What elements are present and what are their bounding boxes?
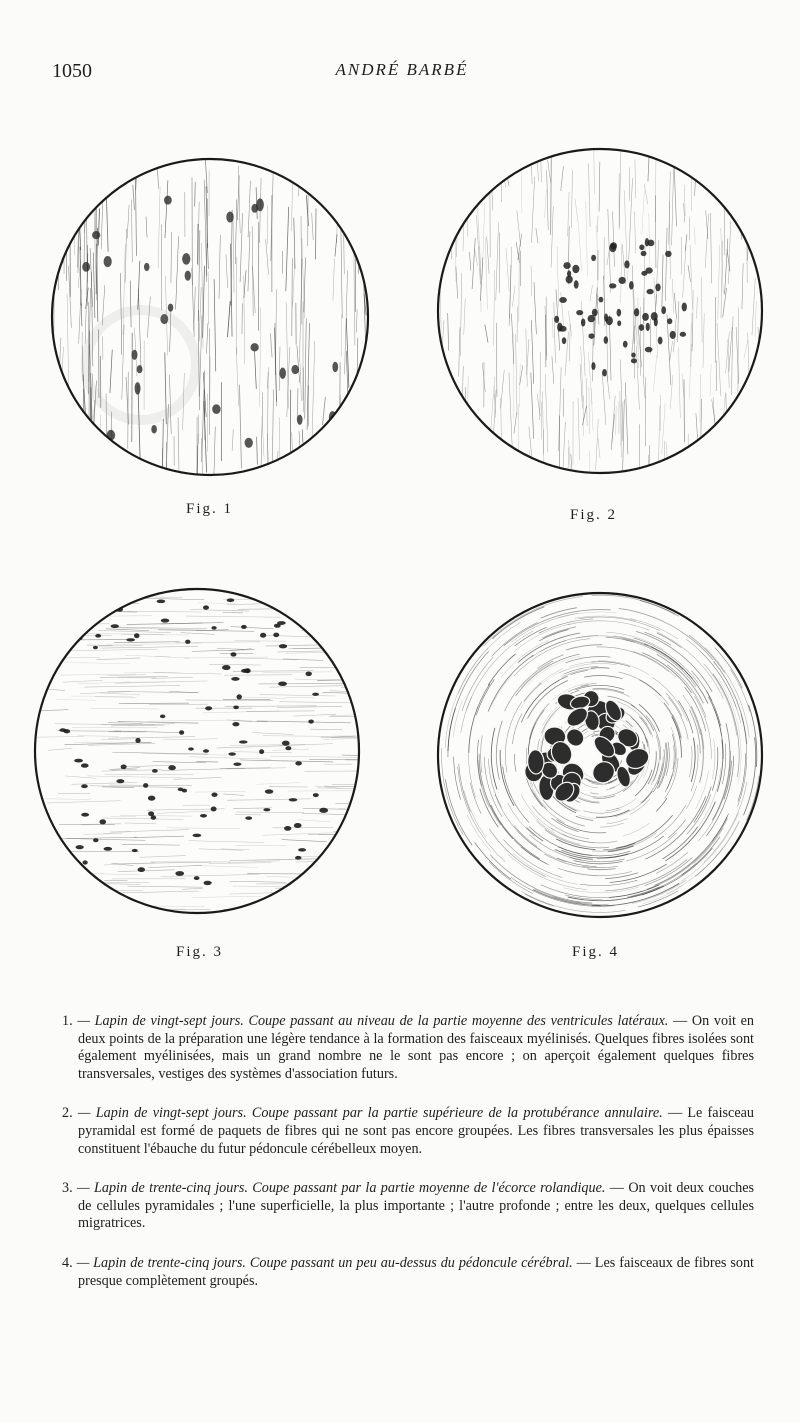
figure-1-micrograph	[46, 145, 376, 490]
caption-4	[62, 1255, 754, 1290]
caption-4-lead: — Lapin de trente-cinq jours. Coupe passant un peu au-dessus du pédoncule cérébral.	[76, 1254, 573, 1271]
figure-4-label: Fig. 4	[572, 944, 620, 960]
caption-1-number: 1.	[62, 1013, 73, 1029]
figure-3-plate	[33, 585, 363, 925]
figure-4-plate	[436, 589, 766, 929]
caption-4-body: — Les faisceaux de fibres sont presque complètement groupés.	[78, 1254, 754, 1289]
figure-1-plate	[46, 145, 376, 490]
caption-1	[62, 1013, 754, 1083]
figure-3-micrograph	[33, 585, 363, 925]
caption-2-lead: — Lapin de vingt-sept jours. Coupe passant par la partie supérieure de la protubérance annulaire.	[77, 1105, 663, 1122]
caption-3-body: — On voit deux couches de cellules pyramidales ; l'une superficielle, la plus importante ; l'autre profonde ; entre les deux, quelques cellules migratrices.	[78, 1180, 755, 1232]
figure-4-micrograph	[436, 589, 766, 929]
caption-4-number: 4.	[62, 1254, 73, 1271]
caption-3	[62, 1180, 754, 1233]
caption-3-lead: — Lapin de trente-cinq jours. Coupe passant par la partie moyenne de l'écorce rolandique.	[77, 1180, 606, 1197]
page-header	[52, 60, 752, 90]
figure-2-micrograph	[436, 145, 766, 490]
caption-1-body: — On voit en deux points de la préparation une légère tendance à la formation des faisceaux myélinisés. Quelques fibres isolées sont également myélinisées, mais un grand nombre ne le sont pas encore ; on aperçoit également quelques fibres transversales, vestiges des systèmes d'association futurs.	[78, 1013, 755, 1082]
caption-2-body: — Le faisceau pyramidal est formé de paquets de fibres qui ne sont pas encore groupées. Les fibres transversales les plus épaisses constituent l'ébauche du futur pédoncule cérébelleux moyen.	[78, 1105, 755, 1157]
caption-2-number: 2.	[62, 1105, 73, 1122]
figure-1-label: Fig. 1	[186, 501, 234, 517]
caption-1-lead: — Lapin de vingt-sept jours. Coupe passant au niveau de la partie moyenne des ventricules latéraux.	[77, 1013, 669, 1029]
figure-2-plate	[436, 145, 766, 490]
caption-2	[62, 1105, 754, 1158]
figure-3-label: Fig. 3	[176, 944, 224, 960]
figure-captions	[62, 1013, 754, 1312]
figure-2-label: Fig. 2	[570, 507, 618, 523]
running-head: ANDRÉ BARBÉ	[335, 60, 469, 79]
caption-3-number: 3.	[62, 1180, 73, 1197]
page-number: 1050	[52, 60, 92, 82]
